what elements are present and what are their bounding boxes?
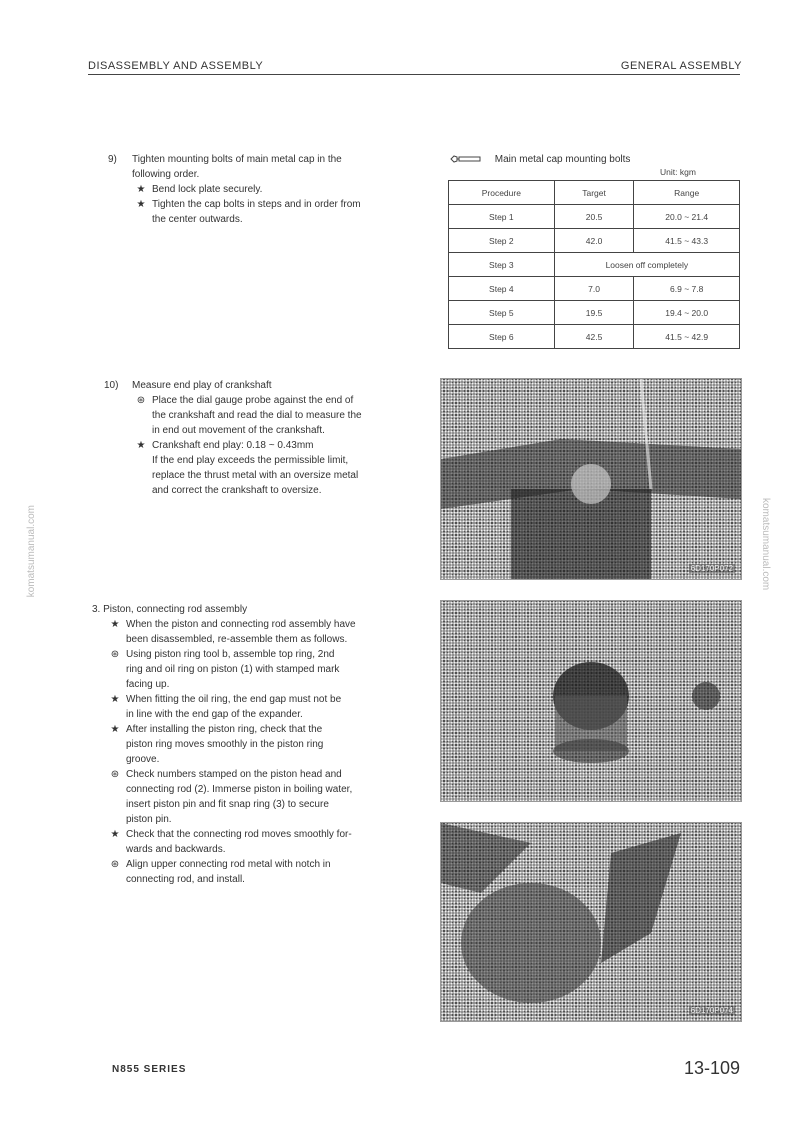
photo-crankshaft-dial-gauge [440, 378, 742, 580]
table-row: Step 6 42.5 41.5 ~ 42.9 [449, 325, 740, 349]
torque-table [448, 180, 740, 349]
torque-table-caption: Main metal cap mounting bolts [494, 154, 631, 165]
table-row: Step 3 Loosen off completely [449, 253, 740, 277]
step-9-note-2: ★ Tighten the cap bolts in steps and in order from the center outwards. [132, 197, 413, 227]
star-icon: ★ [136, 440, 146, 451]
header-target: Target [554, 181, 634, 205]
section-3-item: ★ After installing the piston ring, check that the piston ring moves smoothly in the piston ring groove. [106, 722, 414, 767]
torque-table-title [450, 154, 630, 165]
section-3-title: 3. Piston, connecting rod assembly [92, 604, 248, 615]
watermark-left: komatsumanual.com [26, 505, 37, 598]
header-chapter-title: GENERAL ASSEMBLY [620, 60, 742, 72]
step-9-number: 9) [108, 154, 117, 165]
table-row: Step 5 19.5 19.4 ~ 20.0 [449, 301, 740, 325]
step-9-note-1: ★ Bend lock plate securely. [132, 182, 413, 197]
photo-code: 6D170P074 [690, 1006, 733, 1015]
step-10-title: Measure end play of crankshaft [132, 380, 272, 391]
star-icon: ★ [110, 694, 120, 705]
torque-wrench-icon [450, 154, 482, 164]
section-3-item: ⊛ Check numbers stamped on the piston head and connecting rod (2). Immerse piston in boiling water, insert piston pin and fit snap ring (3) to secure piston pin. [106, 767, 414, 827]
torque-table-unit: Unit: kgm [660, 167, 696, 177]
photo-crankshaft-illustration [441, 379, 741, 579]
header-section-title: DISASSEMBLY AND ASSEMBLY [88, 60, 264, 72]
star-icon: ★ [110, 619, 120, 630]
bullet-icon: ⊛ [110, 649, 120, 660]
step-9-line-2: following order. [132, 169, 200, 180]
step-10-note-1: ⊛ Place the dial gauge probe against the end of the crankshaft and read the dial to measure the in end out movement of the crankshaft. [132, 393, 414, 438]
section-3-item: ★ Check that the connecting rod moves smoothly for- wards and backwards. [106, 827, 414, 857]
section-3-item: ⊛ Align upper connecting rod metal with notch in connecting rod, and install. [106, 857, 414, 887]
star-icon: ★ [136, 199, 146, 210]
table-row: Step 1 20.5 20.0 ~ 21.4 [449, 205, 740, 229]
torque-table-header-row [449, 181, 740, 205]
photo-piston [440, 600, 742, 802]
merged-cell: Loosen off completely [554, 253, 739, 277]
star-icon: ★ [110, 724, 120, 735]
photo-connecting-rod [440, 822, 742, 1022]
section-3-item: ⊛ Using piston ring tool b, assemble top ring, 2nd ring and oil ring on piston (1) with stamped mark facing up. [106, 647, 414, 692]
step-9 [108, 152, 413, 227]
section-3 [92, 602, 414, 887]
header-range: Range [634, 181, 740, 205]
table-row: Step 4 7.0 6.9 ~ 7.8 [449, 277, 740, 301]
photo-piston-illustration [441, 601, 741, 801]
step-9-line-1: Tighten mounting bolts of main metal cap in the [132, 154, 342, 165]
header-procedure: Procedure [449, 181, 555, 205]
star-icon: ★ [110, 829, 120, 840]
step-10-note-2: ★ Crankshaft end play: 0.18 ~ 0.43mm If the end play exceeds the permissible limit, replace the thrust metal with an oversize metal and correct the crankshaft to oversize. [132, 438, 414, 498]
bullet-icon: ⊛ [136, 395, 146, 406]
page-number: 13-109 [683, 1058, 740, 1078]
bullet-icon: ⊛ [110, 769, 120, 780]
section-3-item: ★ When the piston and connecting rod assembly have been disassembled, re-assemble them as follows. [106, 617, 414, 647]
step-10 [104, 378, 414, 498]
photo-connecting-rod-illustration [441, 823, 741, 1021]
star-icon: ★ [136, 184, 146, 195]
photo-code: 6D170P072 [690, 564, 733, 573]
header-divider [88, 74, 740, 75]
step-10-number: 10) [104, 380, 119, 391]
watermark-right: komatsumanual.com [760, 498, 771, 591]
footer-series: N855 SERIES [112, 1064, 187, 1075]
table-row: Step 2 42.0 41.5 ~ 43.3 [449, 229, 740, 253]
bullet-icon: ⊛ [110, 859, 120, 870]
section-3-item: ★ When fitting the oil ring, the end gap must not be in line with the end gap of the expander. [106, 692, 414, 722]
